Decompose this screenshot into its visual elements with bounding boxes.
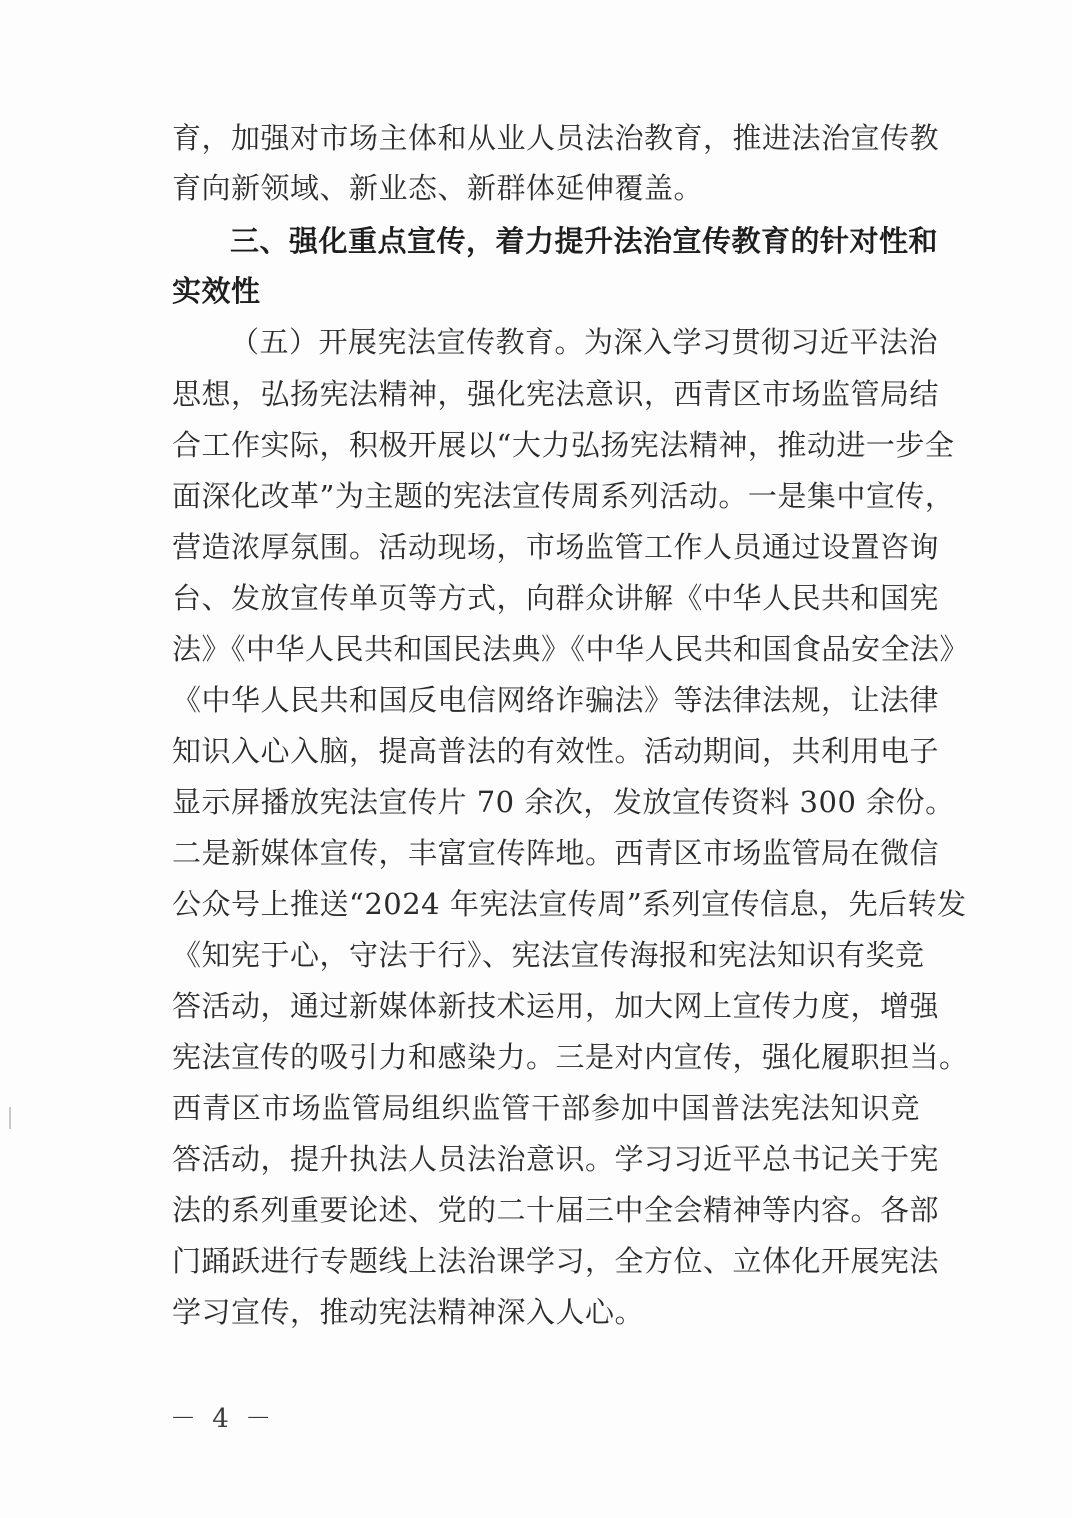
body-line-3: 合工作实际，积极开展以“大力弘扬宪法精神，推动进一步全 xyxy=(172,428,955,462)
body-line-16: 西青区市场监管局组织监管干部参加中国普法宪法知识竞 xyxy=(172,1091,920,1125)
body-line-19: 门踊跃进行专题线上法治课学习，全方位、立体化开展宪法 xyxy=(172,1244,940,1278)
body-line-7: 法》《中华人民共和国民法典》《中华人民共和国食品安全法》 xyxy=(172,632,970,666)
intro-line-1: 育，加强对市场主体和从业人员法治教育，推进法治宣传教 xyxy=(172,121,940,155)
body-line-8: 《中华人民共和国反电信网络诈骗法》等法律法规，让法律 xyxy=(172,683,940,717)
body-line-20: 学习宣传，推动宪法精神深入人心。 xyxy=(172,1295,645,1329)
body-line-10: 显示屏播放宪法宣传片 70 余次，发放宣传资料 300 余份。 xyxy=(172,785,955,819)
body-line-6: 台、发放宣传单页等方式，向群众讲解《中华人民共和国宪 xyxy=(172,581,940,615)
body-line-15: 宪法宣传的吸引力和感染力。三是对内宣传，强化履职担当。 xyxy=(172,1040,969,1074)
body-line-14: 答活动，通过新媒体新技术运用，加大网上宣传力度，增强 xyxy=(172,989,940,1023)
page-number: － 4 － xyxy=(170,1404,276,1434)
body-line-2: 思想，弘扬宪法精神，强化宪法意识，西青区市场监管局结 xyxy=(172,377,940,411)
body-line-18: 法的系列重要论述、党的二十届三中全会精神等内容。各部 xyxy=(172,1193,940,1227)
section-heading-line-2: 实效性 xyxy=(172,274,261,308)
body-line-11: 二是新媒体宣传，丰富宣传阵地。西青区市场监管局在微信 xyxy=(172,836,940,870)
body-line-5: 营造浓厚氛围。活动现场，市场监管工作人员通过设置咨询 xyxy=(172,530,940,564)
body-line-12: 公众号上推送“2024 年宪法宣传周”系列宣传信息，先后转发 xyxy=(172,887,967,921)
intro-line-2: 育向新领域、新业态、新群体延伸覆盖。 xyxy=(172,171,704,205)
body-line-13: 《知宪于心，守法于行》、宪法宣传海报和宪法知识有奖竞 xyxy=(172,938,925,972)
section-heading-line-1: 三、强化重点宣传，着力提升法治宣传教育的针对性和 xyxy=(230,224,939,258)
body-line-1: （五）开展宪法宣传教育。为深入学习贯彻习近平法治 xyxy=(230,325,939,359)
scan-mark xyxy=(9,1107,11,1129)
body-line-17: 答活动，提升执法人员法治意识。学习习近平总书记关于宪 xyxy=(172,1142,940,1176)
body-line-9: 知识入心入脑，提高普法的有效性。活动期间，共利用电子 xyxy=(172,734,940,768)
body-line-4: 面深化改革”为主题的宪法宣传周系列活动。一是集中宣传， xyxy=(172,479,955,513)
